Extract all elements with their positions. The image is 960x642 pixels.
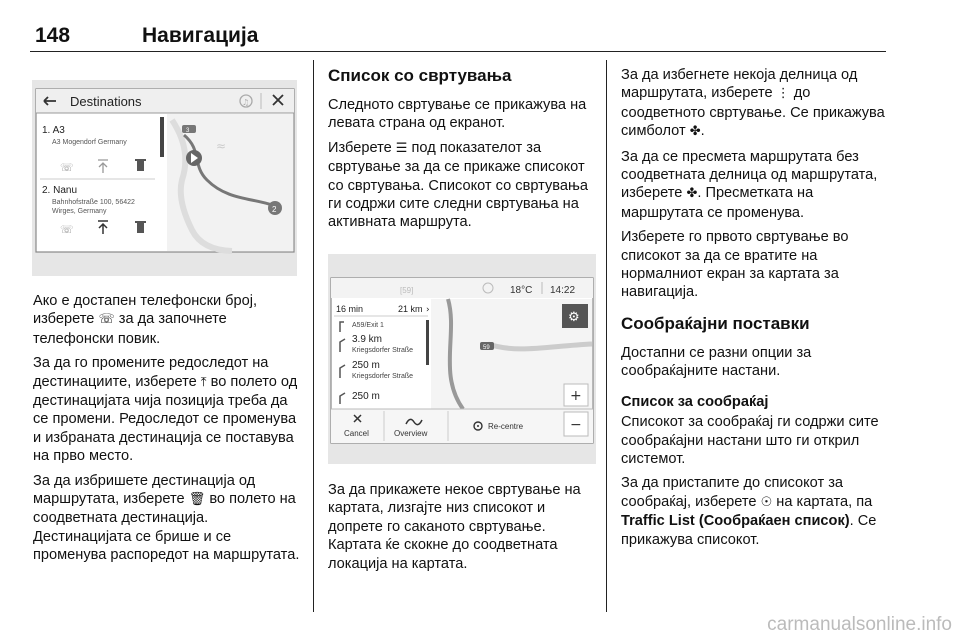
- turn-list-screen-svg: [328, 254, 596, 464]
- summary-distance: 21 km: [398, 304, 423, 314]
- maneuver-street: Kriegsdorfer Straße: [352, 347, 414, 354]
- paragraph: Списокот за сообраќај ги содржи сите сообраќајни настани што ги открил системот.: [621, 414, 879, 467]
- trash-icon: 🗑: [188, 492, 206, 508]
- overview-button: Overview: [394, 429, 428, 438]
- turn-list-screenshot: [328, 254, 596, 464]
- more-vertical-icon: ⋮: [776, 86, 790, 102]
- phone-icon: ☏: [98, 312, 115, 328]
- destination-item-label: 2. Nanu: [42, 185, 78, 196]
- traffic-icon: ☉: [760, 494, 773, 510]
- section-heading: Сообраќајни поставки: [621, 313, 810, 333]
- svg-text:−: −: [570, 417, 582, 433]
- svg-text:[59]: [59]: [400, 286, 414, 295]
- destinations-screenshot: [32, 80, 297, 276]
- scrollbar: [426, 320, 429, 365]
- cancel-button: Cancel: [344, 429, 369, 438]
- section-heading: Список со свртувања: [328, 66, 512, 85]
- chevron-right-icon: ›: [426, 305, 430, 315]
- phone-icon: [60, 161, 74, 174]
- road-shield-label: 59: [483, 345, 490, 351]
- maneuver-distance: 3.9 km: [352, 334, 383, 345]
- destination-badge: 2: [272, 205, 277, 214]
- paragraph: За да прикажете некое свртување на картата, лизгајте низ списокот и допрете го саканото свртување. Картата ќе скокне до соодветната локација на картата.: [328, 482, 581, 572]
- page-header: [30, 18, 886, 52]
- paragraph: Ако е достапен телефонски број, изберете ☏ за да започнете телефонски повик.: [33, 293, 258, 347]
- column-divider: [313, 60, 314, 612]
- paragraph: Изберете ☰ под показателот за свртување за да се прикаже списокот со свртувања. Списокот со свртувања ги содржи сите следни свртувања на активната маршрута.: [328, 139, 588, 231]
- column-left: [33, 292, 301, 571]
- page-number: 148: [35, 24, 71, 47]
- svg-text:☏: ☏: [60, 223, 74, 236]
- paragraph: За да пристапите до списокот за сообраќај, изберете ☉ на картата, па Traffic List (Сообраќаен список). Се прикажува списокот.: [621, 475, 877, 548]
- svg-text:+: +: [570, 388, 582, 404]
- destination-item-label: 1. A3: [42, 125, 65, 136]
- maneuver-street: Kriegsdorfer Straße: [352, 373, 414, 380]
- destination-item-address-line2: Wirges, Germany: [52, 208, 107, 215]
- phone-icon: [60, 223, 74, 236]
- avoid-segment-icon: ✤: [686, 186, 698, 202]
- status-time: 14:22: [550, 285, 576, 296]
- svg-text:♫: ♫: [242, 98, 250, 107]
- window-title: Destinations: [70, 94, 142, 109]
- paragraph: За да го промените редоследот на дестинациите, изберете ⤒ во полето од дестинацијата чија позиција треба да се промени. Редоследот се променува и избраната дестинација се поставува на прво место.: [33, 355, 298, 465]
- subsection-heading: Список за сообраќај: [621, 393, 769, 410]
- destination-item-address: A3 Mogendorf Germany: [52, 139, 127, 146]
- destination-pin-icon: [268, 201, 282, 215]
- paragraph: За да избегнете некоја делница од маршрутата, изберете ⋮ до соодветното свртување. Се прикажува симболот ✤.: [621, 67, 885, 140]
- road-shield-label: 3: [186, 128, 190, 134]
- column-divider: [606, 60, 607, 612]
- maneuver-distance: 250 m: [352, 360, 380, 371]
- maneuver-street: A59/Exit 1: [352, 322, 384, 329]
- summary-time: 16 min: [336, 304, 364, 314]
- recentre-button: Re-centre: [488, 422, 524, 431]
- column-right: [621, 66, 891, 555]
- status-temperature: 18°C: [510, 285, 533, 296]
- maneuver-distance: 250 m: [352, 391, 380, 402]
- avoid-segment-icon: ✤: [689, 124, 701, 140]
- page-title: Навигација: [142, 24, 259, 47]
- paragraph: За да избришете дестинација од маршрутата, изберете 🗑 во полето на соодветната дестинација. Дестинацијата се брише и се променува распоредот на маршрутата.: [33, 472, 300, 564]
- paragraph: Следното свртување се прикажува на левата страна од екранот.: [328, 97, 587, 132]
- svg-text:≈: ≈: [216, 139, 227, 153]
- move-to-top-icon: ⤒: [200, 374, 207, 390]
- watermark: carmanualsonline.info: [767, 614, 952, 635]
- settings-icon: [562, 304, 588, 328]
- zoom-in-icon: [564, 384, 588, 406]
- svg-text:☏: ☏: [60, 161, 74, 174]
- paragraph: За да се пресмета маршрутата без соодветната делница од маршрутата, изберете ✤. Пресметката на маршрутата се променува.: [621, 148, 878, 221]
- zoom-out-icon: [564, 412, 588, 436]
- play-icon: [186, 150, 202, 166]
- scrollbar: [160, 117, 164, 157]
- column-middle: [328, 66, 596, 238]
- svg-text:⚙: ⚙: [568, 310, 580, 325]
- list-icon: ☰: [395, 140, 408, 156]
- paragraph: Изберете го првото свртување во списокот за да се вратите на нормалниот екран за картата за навигација.: [621, 229, 849, 301]
- destinations-screen-svg: [32, 80, 297, 276]
- destination-item-address: Bahnhofstraße 100, 56422: [52, 199, 135, 206]
- column-middle-lower: [328, 481, 596, 579]
- paragraph: Достапни се разни опции за сообраќајните настани.: [621, 344, 812, 380]
